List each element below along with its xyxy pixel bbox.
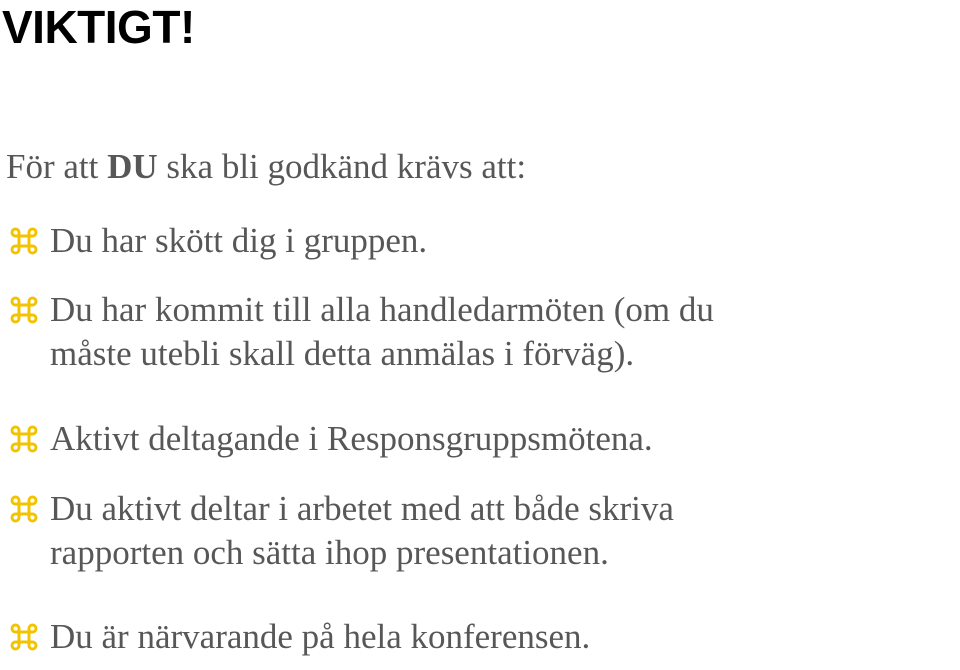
list-item-line: Du aktivt deltar i arbetet med att både skriva bbox=[50, 489, 674, 528]
list-item-line: måste utebli skall detta anmälas i förväg). bbox=[50, 334, 635, 373]
list-item-text bbox=[50, 288, 960, 376]
command-symbol-icon bbox=[6, 421, 42, 457]
command-symbol-icon bbox=[6, 619, 42, 655]
list-item-text: Du är närvarande på hela konferensen. bbox=[50, 617, 591, 656]
list-item-text bbox=[50, 487, 960, 575]
intro-emphasis: DU bbox=[107, 147, 158, 186]
list-item-text: Aktivt deltagande i Responsgruppsmötena. bbox=[50, 419, 653, 458]
list-item-line: Du har kommit till alla handledarmöten (om du bbox=[50, 290, 714, 329]
intro-line bbox=[6, 145, 526, 189]
slide-title: VIKTIGT! bbox=[2, 1, 195, 53]
list-item-text: Du har skött dig i gruppen. bbox=[50, 221, 428, 260]
command-symbol-icon bbox=[6, 491, 42, 527]
command-symbol-icon bbox=[6, 223, 42, 259]
list-item-line: rapporten och sätta ihop presentationen. bbox=[50, 533, 609, 572]
command-symbol-icon bbox=[6, 292, 42, 328]
intro-text-before: För att bbox=[6, 147, 108, 186]
intro-text-after: ska bli godkänd krävs att: bbox=[157, 147, 527, 186]
